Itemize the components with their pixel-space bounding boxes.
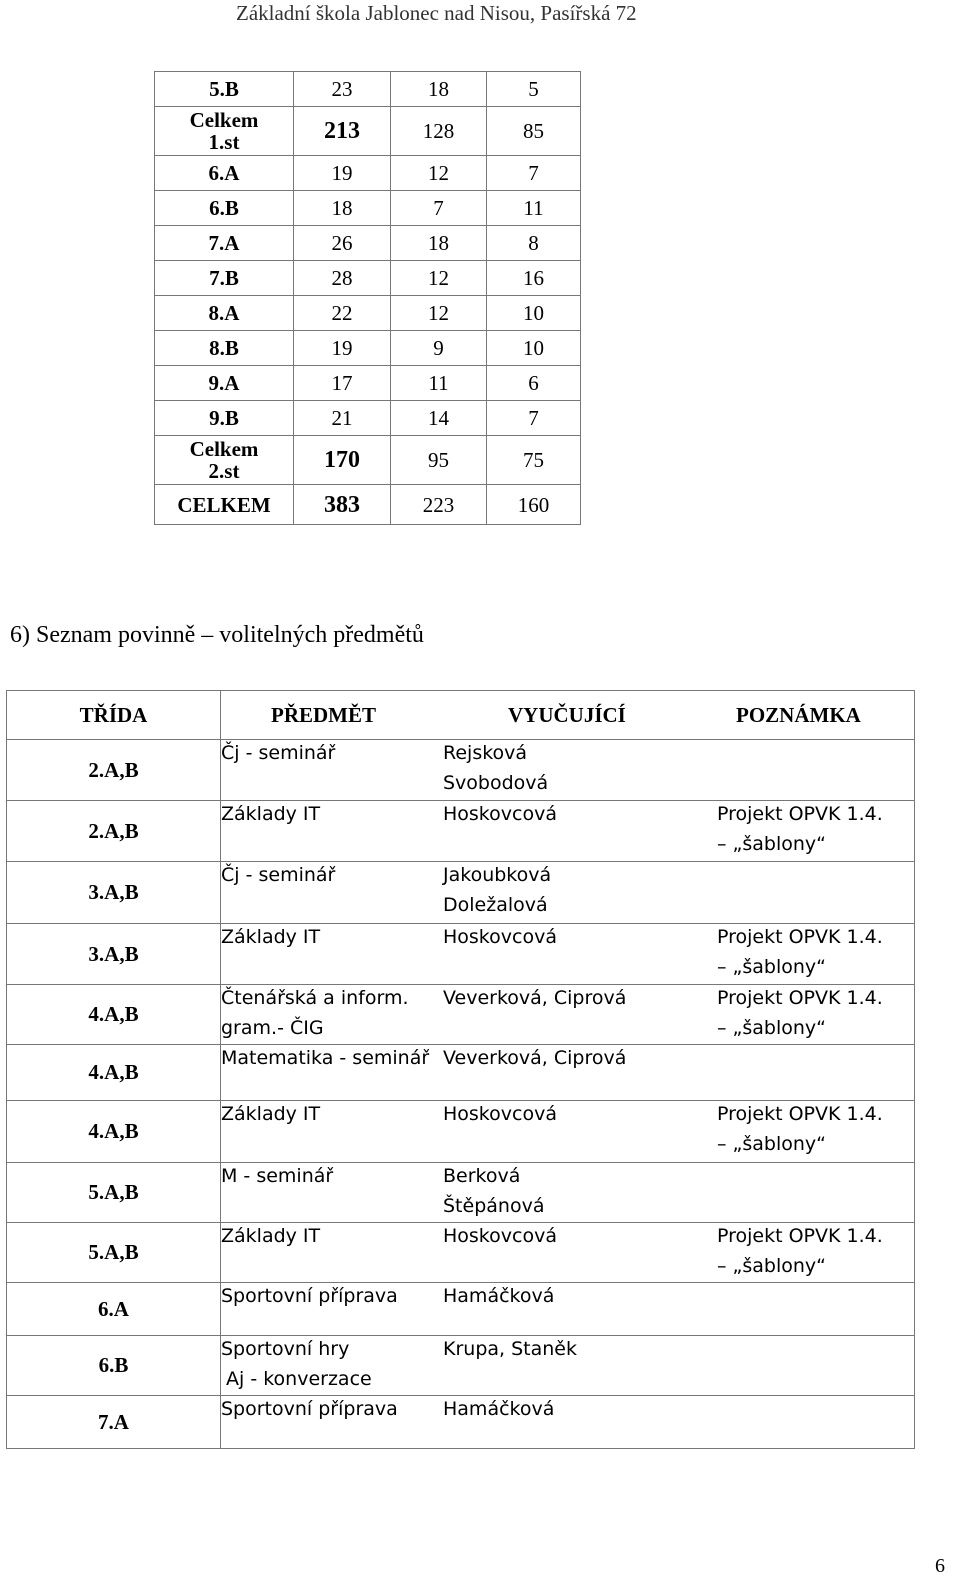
- poznamka-text: Projekt OPVK 1.4.: [717, 1103, 883, 1125]
- predmet-text: Čj - seminář: [221, 864, 336, 886]
- table-row: [6, 1336, 915, 1396]
- count-b-cell: 9: [391, 331, 487, 365]
- trida-cell: 2.A,B: [6, 740, 221, 801]
- count-total-cell: 17: [294, 366, 391, 400]
- trida-cell: 3.A,B: [6, 924, 221, 985]
- vyucujici-text: Veverková, Ciprová: [443, 987, 627, 1009]
- count-b-cell: 18: [391, 72, 487, 106]
- detail-cell: [221, 801, 915, 862]
- count-b-cell: 7: [391, 191, 487, 225]
- class-cell: 6.B: [154, 191, 294, 225]
- detail-cell: [221, 740, 915, 801]
- count-total-cell: 26: [294, 226, 391, 260]
- count-total-cell: 19: [294, 156, 391, 190]
- count-c-cell: 16: [487, 261, 581, 295]
- detail-cell: [221, 1163, 915, 1223]
- detail-cell: [221, 1283, 915, 1336]
- predmet-text: Čj - seminář: [221, 742, 336, 764]
- elective-subjects-table: [6, 690, 915, 1449]
- table-row: [154, 226, 581, 261]
- count-c-cell: 5: [487, 72, 581, 106]
- trida-cell: 6.A: [6, 1283, 221, 1336]
- class-counts-table: [154, 71, 581, 525]
- section-heading: 6) Seznam povinně – volitelných předmětů: [10, 622, 424, 648]
- header-vyucujici: VYUČUJÍCÍ: [508, 703, 626, 727]
- table-row: [154, 191, 581, 226]
- table-row: [6, 1163, 915, 1223]
- count-total-cell: 23: [294, 72, 391, 106]
- poznamka-text-line2: – „šablony“: [717, 1017, 827, 1039]
- table-row: [154, 156, 581, 191]
- predmet-text: Sportovní hry: [221, 1338, 350, 1360]
- class-cell: 7.B: [154, 261, 294, 295]
- table-row: [6, 740, 915, 801]
- vyucujici-text: Hamáčková: [443, 1398, 555, 1420]
- poznamka-text-line2: – „šablony“: [717, 1133, 827, 1155]
- count-total-cell: 383: [294, 485, 391, 524]
- class-cell: Celkem 1.st: [154, 107, 294, 155]
- table-row: [154, 71, 581, 107]
- poznamka-text: Projekt OPVK 1.4.: [717, 926, 883, 948]
- header-predmet: PŘEDMĚT: [271, 703, 376, 727]
- count-b-cell: 11: [391, 366, 487, 400]
- table-row: [154, 331, 581, 366]
- vyucujici-text: Hamáčková: [443, 1285, 555, 1307]
- count-total-cell: 213: [294, 107, 391, 155]
- class-cell: 9.A: [154, 366, 294, 400]
- vyucujici-text-line2: Svobodová: [443, 772, 549, 794]
- count-b-cell: 12: [391, 296, 487, 330]
- page-header: Základní škola Jablonec nad Nisou, Pasířská 72: [236, 1, 637, 25]
- trida-cell: 4.A,B: [6, 985, 221, 1045]
- trida-cell: 4.A,B: [6, 1101, 221, 1163]
- poznamka-text-line2: – „šablony“: [717, 833, 827, 855]
- vyucujici-text: Hoskovcová: [443, 1103, 557, 1125]
- class-cell: Celkem 2.st: [154, 436, 294, 484]
- count-b-cell: 223: [391, 485, 487, 524]
- trida-cell: 3.A,B: [6, 862, 221, 924]
- poznamka-text-line2: – „šablony“: [717, 956, 827, 978]
- detail-cell: [221, 1223, 915, 1283]
- count-c-cell: 75: [487, 436, 581, 484]
- trida-cell: 7.A: [6, 1396, 221, 1449]
- detail-cell: [221, 1336, 915, 1396]
- table-row: [6, 801, 915, 862]
- table-row: [154, 485, 581, 525]
- predmet-text: Matematika - seminář: [221, 1047, 430, 1069]
- count-c-cell: 7: [487, 156, 581, 190]
- predmet-text: Čtenářská a inform.: [221, 987, 409, 1009]
- vyucujici-text: Veverková, Ciprová: [443, 1047, 627, 1069]
- predmet-text: Základy IT: [221, 1225, 321, 1247]
- vyucujici-text: Hoskovcová: [443, 803, 557, 825]
- class-cell: 5.B: [154, 72, 294, 106]
- poznamka-text: Projekt OPVK 1.4.: [717, 987, 883, 1009]
- detail-cell: [221, 1045, 915, 1101]
- table-header-row: [6, 690, 915, 740]
- poznamka-text: Projekt OPVK 1.4.: [717, 1225, 883, 1247]
- count-c-cell: 85: [487, 107, 581, 155]
- trida-cell: 5.A,B: [6, 1163, 221, 1223]
- count-b-cell: 14: [391, 401, 487, 435]
- predmet-text: Sportovní příprava: [221, 1398, 398, 1420]
- predmet-text: M - seminář: [221, 1165, 334, 1187]
- table-row: [6, 862, 915, 924]
- count-c-cell: 7: [487, 401, 581, 435]
- predmet-text: Základy IT: [221, 803, 321, 825]
- predmet-text: Základy IT: [221, 1103, 321, 1125]
- table-row: [154, 261, 581, 296]
- table-row: [6, 1223, 915, 1283]
- table-row: [6, 924, 915, 985]
- vyucujici-text: Rejsková: [443, 742, 528, 764]
- class-cell: 8.A: [154, 296, 294, 330]
- vyucujici-text: Krupa, Staněk: [443, 1338, 577, 1360]
- detail-cell: [221, 1396, 915, 1449]
- poznamka-text-line2: – „šablony“: [717, 1255, 827, 1277]
- predmet-text: Základy IT: [221, 926, 321, 948]
- count-b-cell: 18: [391, 226, 487, 260]
- vyucujici-text: Berková: [443, 1165, 521, 1187]
- trida-cell: 6.B: [6, 1336, 221, 1396]
- table-row: [6, 1101, 915, 1163]
- vyucujici-text: Hoskovcová: [443, 1225, 557, 1247]
- count-b-cell: 12: [391, 156, 487, 190]
- class-cell: 6.A: [154, 156, 294, 190]
- count-total-cell: 22: [294, 296, 391, 330]
- header-poznamka: POZNÁMKA: [736, 703, 861, 727]
- count-c-cell: 11: [487, 191, 581, 225]
- count-total-cell: 28: [294, 261, 391, 295]
- table-row: [154, 107, 581, 156]
- predmet-text: Sportovní příprava: [221, 1285, 398, 1307]
- class-cell: 8.B: [154, 331, 294, 365]
- count-total-cell: 18: [294, 191, 391, 225]
- predmet-text-line2: gram.- ČIG: [221, 1017, 324, 1039]
- count-total-cell: 21: [294, 401, 391, 435]
- count-b-cell: 95: [391, 436, 487, 484]
- table-row: [154, 296, 581, 331]
- trida-cell: 4.A,B: [6, 1045, 221, 1101]
- vyucujici-text: Jakoubková: [443, 864, 552, 886]
- count-c-cell: 10: [487, 296, 581, 330]
- detail-cell: [221, 924, 915, 985]
- header-trida: TŘÍDA: [6, 691, 221, 740]
- header-group: [221, 691, 915, 740]
- count-c-cell: 6: [487, 366, 581, 400]
- table-row: [154, 436, 581, 485]
- vyucujici-text-line2: Doležalová: [443, 894, 548, 916]
- table-row: [6, 985, 915, 1045]
- trida-cell: 5.A,B: [6, 1223, 221, 1283]
- count-total-cell: 170: [294, 436, 391, 484]
- table-row: [6, 1283, 915, 1336]
- count-c-cell: 10: [487, 331, 581, 365]
- count-b-cell: 12: [391, 261, 487, 295]
- detail-cell: [221, 985, 915, 1045]
- class-cell: 7.A: [154, 226, 294, 260]
- poznamka-text: Projekt OPVK 1.4.: [717, 803, 883, 825]
- class-cell: 9.B: [154, 401, 294, 435]
- vyucujici-text: Hoskovcová: [443, 926, 557, 948]
- vyucujici-text-line2: Štěpánová: [443, 1195, 545, 1217]
- count-total-cell: 19: [294, 331, 391, 365]
- table-row: [6, 1396, 915, 1449]
- class-cell: CELKEM: [154, 485, 294, 524]
- trida-cell: 2.A,B: [6, 801, 221, 862]
- table-row: [6, 1045, 915, 1101]
- table-row: [154, 366, 581, 401]
- page-number: 6: [935, 1555, 945, 1577]
- detail-cell: [221, 862, 915, 924]
- table-row: [154, 401, 581, 436]
- detail-cell: [221, 1101, 915, 1163]
- predmet-text-line2: Aj - konverzace: [226, 1368, 372, 1390]
- count-b-cell: 128: [391, 107, 487, 155]
- count-c-cell: 8: [487, 226, 581, 260]
- count-c-cell: 160: [487, 485, 581, 524]
